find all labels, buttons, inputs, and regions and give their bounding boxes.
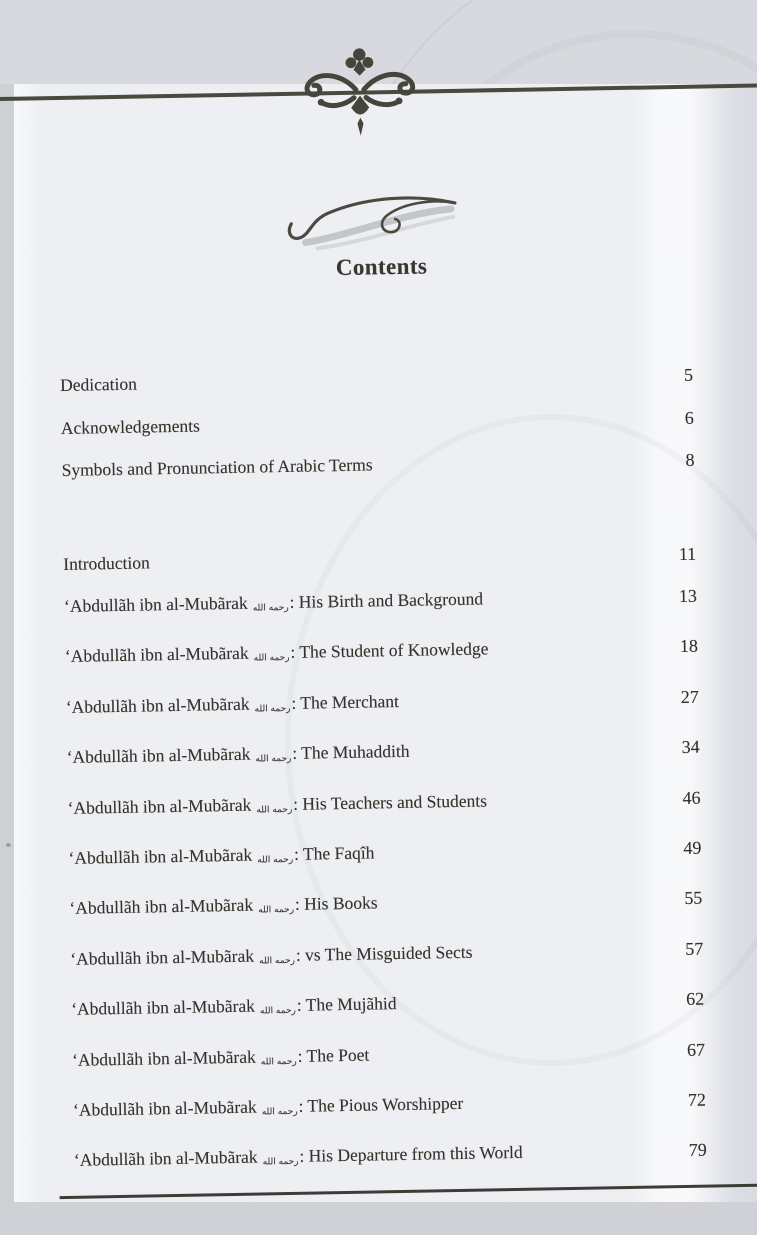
toc-entry-page: 18: [679, 636, 699, 657]
toc-entry-title: : His Birth and Background: [289, 588, 484, 612]
toc-entry-text: [69, 894, 378, 919]
toc-entry-text: [61, 416, 200, 438]
honorific-mark: رحمه الله: [255, 754, 292, 765]
toc-entry-page: 11: [678, 543, 697, 564]
toc-entry: [61, 450, 695, 504]
toc-entry-text: [67, 742, 410, 768]
toc-entry-title: : His Departure from this World: [299, 1142, 523, 1167]
toc-entry-text: [60, 375, 137, 396]
toc-entry-name: ‘Abdullãh ibn al-Mubãrak: [73, 1146, 258, 1171]
toc-entry-name: ‘Abdullãh ibn al-Mubãrak: [63, 592, 248, 616]
toc-entry-page: 57: [685, 938, 704, 959]
toc-entry-title: : The Muhaddith: [292, 740, 410, 764]
toc-entry-title: : The Merchant: [291, 690, 400, 713]
toc-entry-page: 8: [685, 449, 695, 470]
honorific-mark: رحمه الله: [260, 1056, 297, 1068]
toc-entry-name: ‘Abdullãh ibn al-Mubãrak: [72, 1096, 257, 1120]
honorific-mark: رحمه الله: [258, 905, 295, 916]
honorific-mark: رحمه الله: [253, 653, 290, 664]
honorific-mark: رحمه الله: [259, 955, 296, 967]
toc-entry-title: : The Student of Knowledge: [290, 638, 489, 663]
page-title: Contents: [335, 253, 428, 281]
honorific-mark: رحمه الله: [254, 703, 291, 715]
toc-entry-title: Introduction: [63, 552, 150, 574]
toc-entry-text: [63, 553, 150, 574]
toc-entry-title: : The Faqîh: [293, 842, 375, 864]
toc-entry-page: 46: [682, 787, 701, 808]
toc-entry-page: 27: [680, 686, 699, 707]
toc-entry-page: 72: [687, 1089, 707, 1110]
toc-entry-title: Dedication: [59, 373, 138, 395]
toc-entry-text: [72, 1045, 369, 1070]
toc-entry-name: ‘Abdullãh ibn al-Mubãrak: [68, 844, 253, 868]
honorific-mark: رحمه الله: [252, 602, 289, 614]
toc-entry-name: ‘Abdullãh ibn al-Mubãrak: [67, 794, 252, 818]
toc-entry-text: [66, 692, 399, 718]
toc-entry-page: 49: [683, 837, 702, 858]
honorific-mark: رحمه الله: [261, 1106, 298, 1118]
honorific-mark: رحمه الله: [262, 1157, 299, 1168]
toc-entry-title: : The Mujãhid: [296, 993, 397, 1015]
honorific-mark: رحمه الله: [259, 1006, 296, 1017]
toc-entry-page: 67: [686, 1039, 706, 1060]
toc-entry-page: 62: [685, 988, 705, 1010]
toc-entry-page: 6: [684, 407, 694, 428]
toc-entry-title: : The Poet: [297, 1044, 370, 1066]
toc-entry-title: : His Books: [294, 892, 378, 915]
toc-entry-title: : The Pious Worshipper: [298, 1092, 464, 1116]
toc-entry-page: 34: [681, 736, 700, 758]
toc-entry-text: [73, 1094, 464, 1121]
toc-entry-name: ‘Abdullãh ibn al-Mubãrak: [65, 693, 250, 717]
toc-entry-title: : vs The Misguided Sects: [295, 941, 473, 965]
toc-entry-name: ‘Abdullãh ibn al-Mubãrak: [66, 743, 251, 768]
honorific-mark: رحمه الله: [256, 804, 293, 816]
toc-entry-page: 5: [683, 364, 694, 385]
toc-entry-text: [71, 994, 397, 1019]
scan-speck: [6, 843, 11, 847]
toc-entry-text: [68, 843, 374, 868]
toc-entry-title: Acknowledgements: [60, 414, 201, 438]
toc-entry-name: ‘Abdullãh ibn al-Mubãrak: [70, 945, 255, 969]
chapter-list: [63, 544, 707, 1202]
toc-entry-title: : His Teachers and Students: [292, 790, 488, 814]
toc-entry-name: ‘Abdullãh ibn al-Mubãrak: [64, 643, 249, 667]
toc-entry-title: Symbols and Pronunciation of Arabic Terms: [61, 454, 373, 480]
toc-entry-name: ‘Abdullãh ibn al-Mubãrak: [71, 995, 256, 1019]
toc-entry-page: 13: [678, 585, 698, 606]
toc-entry-page: 79: [688, 1139, 707, 1161]
front-matter-list: [60, 365, 695, 504]
damask-ornament-icon: [287, 44, 433, 139]
toc-entry-name: ‘Abdullãh ibn al-Mubãrak: [69, 894, 254, 919]
calligraphic-flourish-icon: [283, 188, 460, 253]
honorific-mark: رحمه الله: [257, 854, 294, 866]
toc-entry-text: [61, 455, 372, 480]
toc-entry-page: 55: [684, 887, 703, 909]
toc-entry-name: ‘Abdullãh ibn al-Mubãrak: [71, 1046, 256, 1070]
